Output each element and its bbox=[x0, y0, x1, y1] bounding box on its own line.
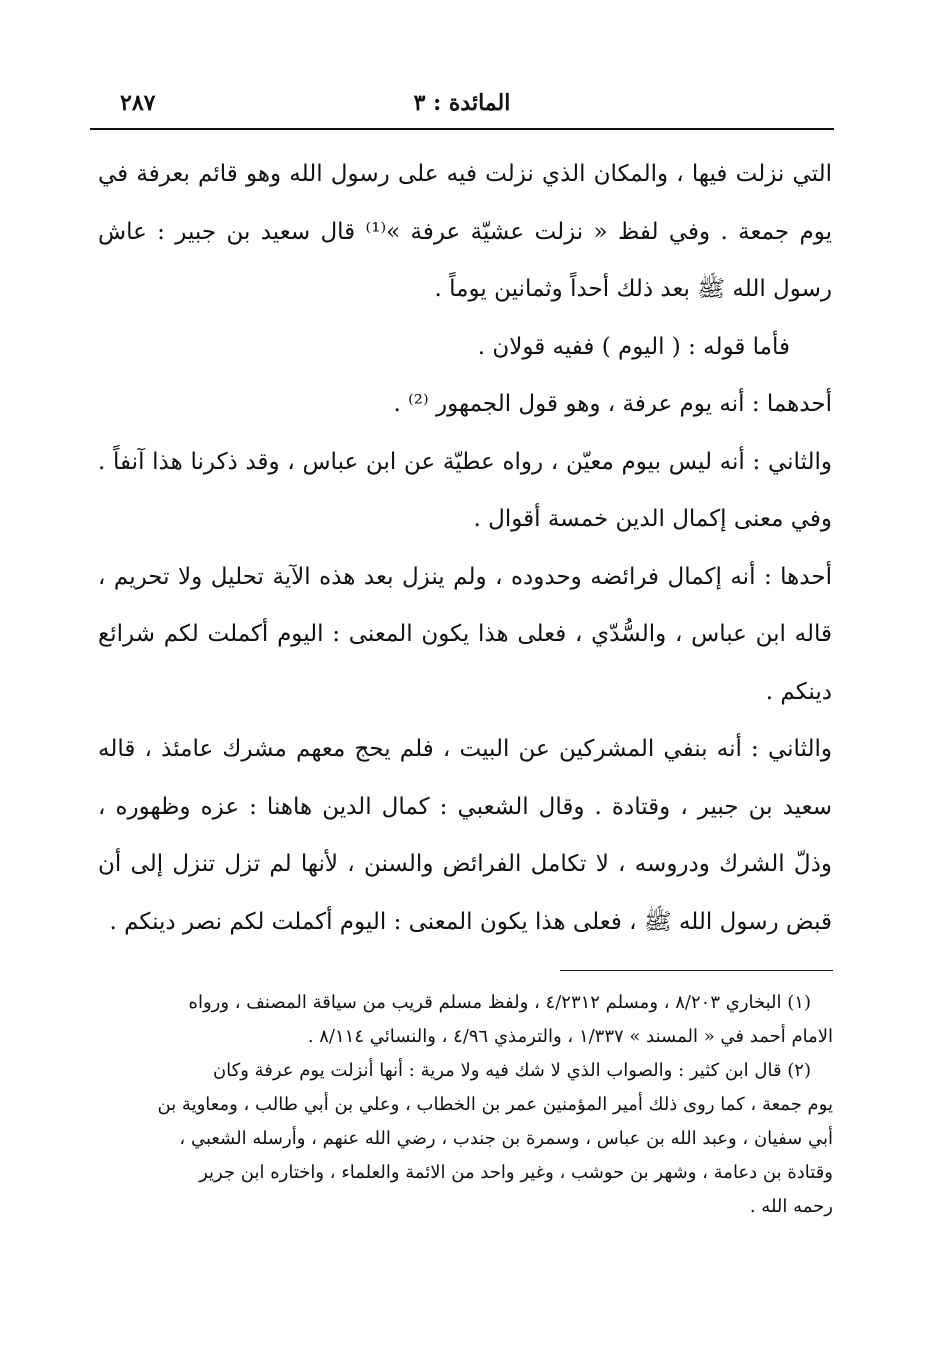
main-text bbox=[98, 146, 832, 951]
paragraph: فأما قوله : ( اليوم ) ففيه قولان . bbox=[477, 333, 790, 360]
header-divider bbox=[90, 128, 834, 130]
footnotes bbox=[98, 986, 833, 1224]
paragraph: أحدهما : أنه يوم عرفة ، وهو قول الجمهور ⁽²⁾ . bbox=[393, 391, 832, 417]
page-number: ٢٨٧ bbox=[120, 90, 156, 116]
footnote-divider bbox=[560, 970, 833, 971]
paragraph: أحدها : أنه إكمال فرائضه وحدوده ، ولم ينزل بعد هذه الآية تحليل ولا تحريم ، قاله ابن عباس ، والسُّدّي ، فعلى هذا يكون المعنى : اليوم أكملت لكم شرائع دينكم . bbox=[98, 563, 832, 705]
footnote-line: (١) البخاري ٨/٢٠٣ ، ومسلم ٤/٢٣١٢ ، ولفظ مسلم قريب من سياقة المصنف ، ورواه bbox=[188, 992, 811, 1013]
paragraph: والثاني : أنه ليس بيوم معيّن ، رواه عطيّة عن ابن عباس ، وقد ذكرنا هذا آنفاً . وفي معنى إكمال الدين خمسة أقوال . bbox=[98, 448, 832, 532]
chapter-verse-heading: المائدة : ٣ bbox=[413, 90, 511, 116]
paragraph: التي نزلت فيها ، والمكان الذي نزلت فيه على رسول الله وهو قائم بعرفة في يوم جمعة . وفي لفظ « نزلت عشيّة عرفة »⁽¹⁾ قال سعيد بن جبير : عاش رسول الله ﷺ بعد ذلك أحداً وثمانين يوماً . bbox=[98, 161, 832, 302]
footnote-line: الامام أحمد في « المسند » ١/٣٣٧ ، والترمذي ٤/٩٦ ، والنسائي ٨/١١٤ . bbox=[307, 1026, 833, 1047]
footnote-line: أبي سفيان ، وعبد الله بن عباس ، وسمرة بن جندب ، رضي الله عنهم ، وأرسله الشعبي ، bbox=[179, 1128, 833, 1149]
footnote-line: وقتادة بن دعامة ، وشهر بن حوشب ، وغير واحد من الائمة والعلماء ، واختاره ابن جرير bbox=[199, 1162, 833, 1183]
footnote-line: (٢) قال ابن كثير : والصواب الذي لا شك فيه ولا مرية : أنها أنزلت يوم عرفة وكان bbox=[212, 1060, 811, 1081]
running-header bbox=[90, 84, 834, 130]
footnote-line: رحمه الله . bbox=[749, 1196, 833, 1217]
paragraph: والثاني : أنه بنفي المشركين عن البيت ، فلم يحج معهم مشرك عامئذ ، قاله سعيد بن جبير ، وقتادة . وقال الشعبي : كمال الدين هاهنا : عزه وظهوره ، وذلّ الشرك ودروسه ، لا تكامل الفرائض والسنن ، لأنها لم تزل تنزل إلى أن قبض رسول الله ﷺ ، فعلى هذا يكون المعنى : اليوم أكملت لكم نصر دينكم . bbox=[98, 736, 832, 935]
footnote-line: يوم جمعة ، كما روى ذلك أمير المؤمنين عمر بن الخطاب ، وعلي بن أبي طالب ، ومعاوية بن bbox=[157, 1094, 833, 1115]
